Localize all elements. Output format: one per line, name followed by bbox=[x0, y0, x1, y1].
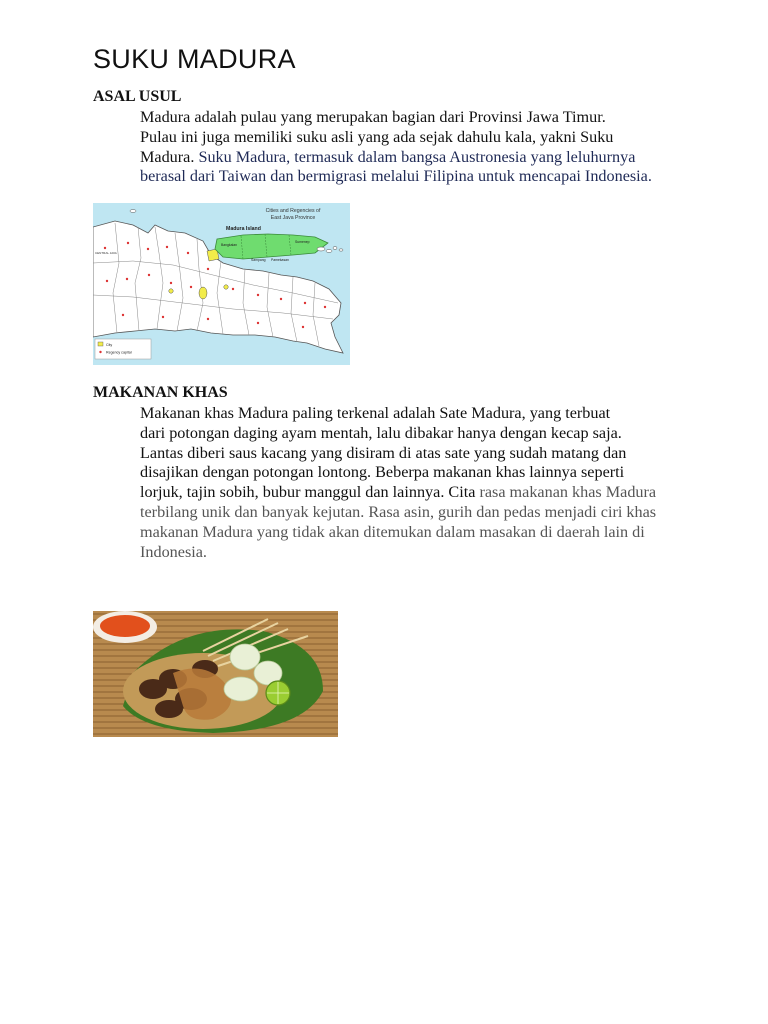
paragraph-makanan-khas bbox=[93, 404, 673, 562]
map-legend bbox=[95, 339, 151, 359]
east-java-map-image bbox=[93, 203, 350, 365]
paragraph-line: makanan Madura yang tidak akan ditemukan dalam masakan di daerah lain di bbox=[140, 522, 645, 541]
legend-city-swatch bbox=[98, 342, 103, 346]
paragraph-line: terbilang unik dan banyak kejutan. Rasa asin, gurih dan pedas menjadi ciri khas bbox=[140, 502, 657, 521]
paragraph-line: Indonesia. bbox=[140, 542, 207, 561]
page-title: SUKU MADURA bbox=[93, 44, 296, 74]
central-java-label: CENTRAL JAVA bbox=[95, 251, 117, 255]
legend-city-label: City bbox=[106, 343, 113, 347]
paragraph-line: Madura. Suku Madura, termasuk dalam bangsa Austronesia yang leluhurnya bbox=[140, 147, 636, 166]
city-area bbox=[169, 289, 173, 293]
sate-madura-photo bbox=[93, 611, 338, 737]
paragraph-asal-usul bbox=[93, 108, 673, 187]
chili-sauce bbox=[100, 615, 150, 637]
regency-label: Sumenep bbox=[295, 240, 310, 244]
small-island bbox=[339, 249, 343, 251]
small-island bbox=[326, 250, 332, 253]
regency-label: Bangkalan bbox=[221, 243, 238, 247]
paragraph-line: berasal dari Taiwan dan bermigrasi melalui Filipina untuk mencapai Indonesia. bbox=[140, 167, 652, 186]
section-heading-asal-usul: ASAL USUL bbox=[93, 88, 182, 105]
legend-capital-label: Regency capital bbox=[106, 350, 132, 355]
small-island bbox=[333, 247, 337, 250]
paragraph-line: Pulau ini juga memiliki suku asli yang ada sejak dahulu kala, yakni Suku bbox=[140, 127, 614, 146]
regency-label: Sampang bbox=[251, 258, 266, 262]
paragraph-line: dari potongan daging ayam mentah, lalu dibakar hanya dengan kecap saja. bbox=[140, 423, 622, 442]
paragraph-line: lorjuk, tajin sobih, bubur manggul dan lainnya. Cita rasa makanan khas Madura bbox=[140, 483, 657, 502]
section-heading-makanan-khas: MAKANAN KHAS bbox=[93, 384, 228, 401]
legend-capital-dot bbox=[99, 351, 101, 353]
small-island bbox=[130, 210, 136, 213]
paragraph-line: Makanan khas Madura paling terkenal adalah Sate Madura, yang terbuat bbox=[140, 404, 611, 422]
regency-label: Pamekasan bbox=[271, 258, 289, 262]
map-title: Cities and Regencies of bbox=[265, 208, 321, 214]
paragraph-line: Lantas diberi saus kacang yang disiram di atas sate yang sudah matang dan bbox=[140, 443, 627, 462]
paragraph-line: Madura adalah pulau yang merupakan bagian dari Provinsi Jawa Timur. bbox=[140, 108, 606, 126]
city-area bbox=[224, 285, 228, 289]
madura-island-label: Madura Island bbox=[226, 226, 261, 232]
small-island bbox=[317, 247, 325, 251]
paragraph-line: disajikan dengan potongan lontong. Beberpa makanan khas lainnya seperti bbox=[140, 463, 625, 482]
map-title: East Java Province bbox=[270, 215, 316, 221]
city-area bbox=[199, 287, 207, 299]
